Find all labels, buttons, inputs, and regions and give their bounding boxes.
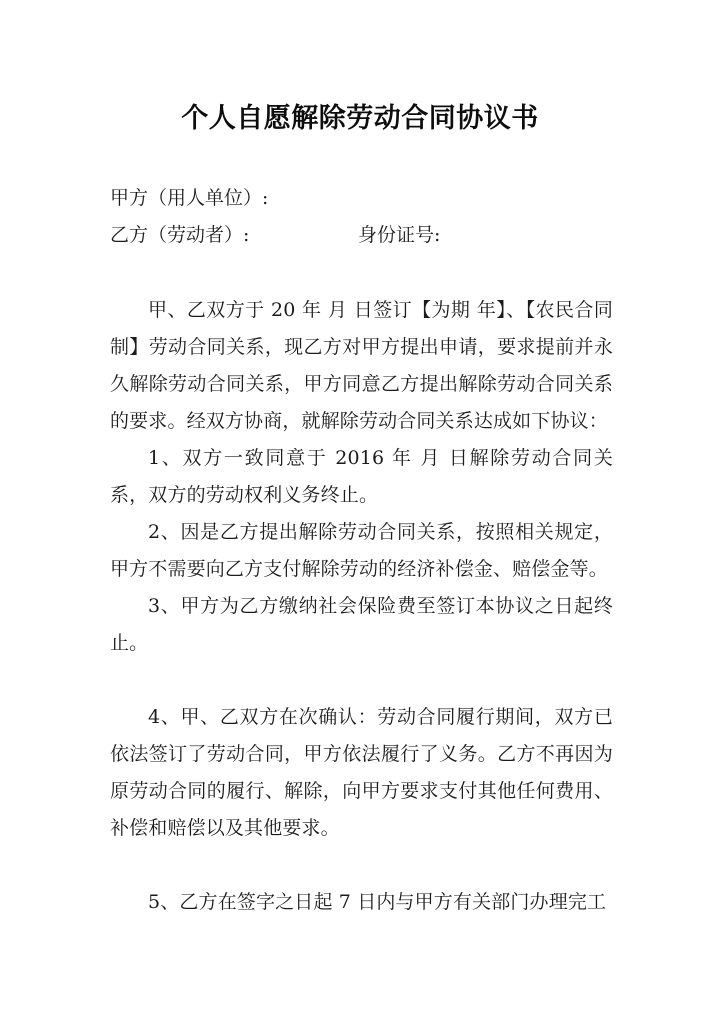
clause-1: 1、双方一致同意于 2016 年 月 日解除劳动合同关系，双方的劳动权利义务终止。 [110, 447, 613, 506]
clause-5: 5、乙方在签字之日起 7 日内与甲方有关部门办理完工 [148, 891, 607, 913]
employee-label: 乙方（劳动者）: [110, 224, 250, 246]
clause-4: 4、甲、乙双方在次确认：劳动合同履行期间，双方已依法签订了劳动合同，甲方依法履行了义务。乙方不再因为原劳动合同的履行、解除，向甲方要求支付其他任何费用、补偿和赔偿以及其他要求。 [110, 706, 613, 839]
clause-2: 2、因是乙方提出解除劳动合同关系，按照相关规定，甲方不需要向乙方支付解除劳动的经济补偿金、赔偿金等。 [110, 521, 613, 580]
clause-3: 3、甲方为乙方缴纳社会保险费至签订本协议之日起终止。 [110, 595, 613, 654]
employer-line [110, 180, 615, 217]
agreement-body [110, 292, 613, 921]
employee-line [110, 217, 615, 254]
party-info-block [110, 180, 615, 254]
employer-label: 甲方（用人单位）: [110, 187, 269, 209]
id-number-label: 身份证号: [358, 224, 441, 246]
page-title: 个人自愿解除劳动合同协议书 [181, 103, 539, 134]
preamble-paragraph: 甲、乙双方于 20 年 月 日签订【为期 年】、【农民合同制】劳动合同关系，现乙方对甲方提出申请，要求提前并永久解除劳动合同关系，甲方同意乙方提出解除劳动合同关系的要求。经双方协商，就解除劳动合同关系达成如下协议： [110, 299, 613, 432]
